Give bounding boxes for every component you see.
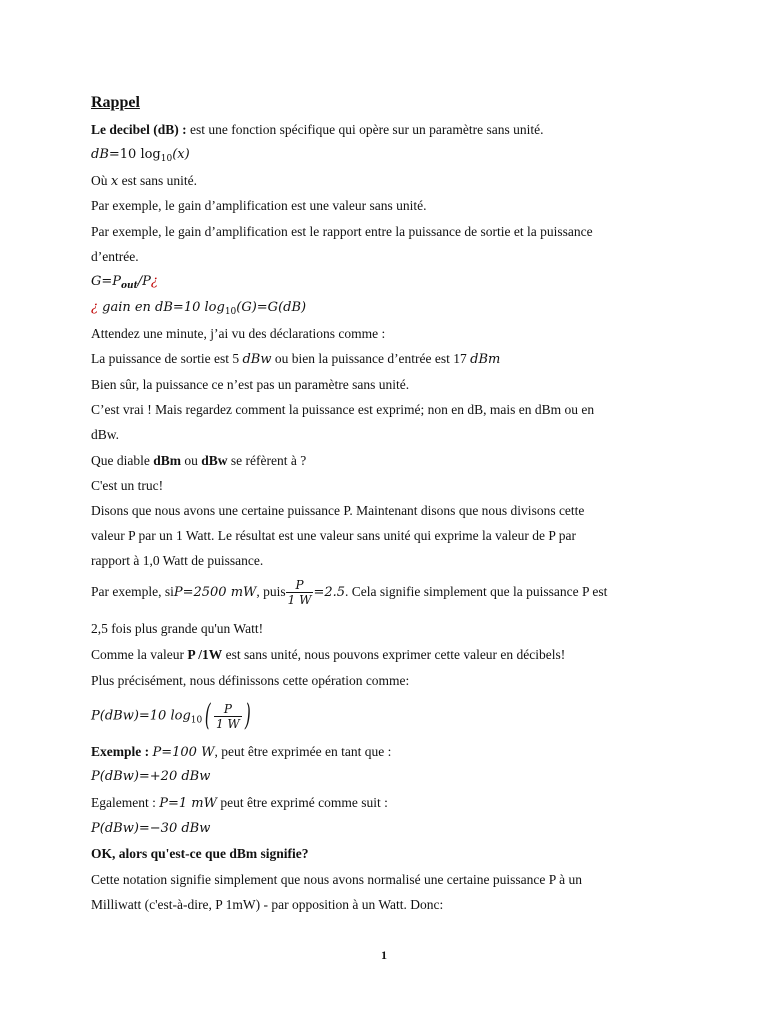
eq1-log: =10 log [108, 147, 161, 162]
paragraph-divide-2: valeur P par un 1 Watt. Le résultat est une valeur sans unité qui exprime la valeur de P par [91, 528, 577, 543]
paragraph-trick: C'est un truc! [91, 478, 164, 493]
heading-dbm: OK, alors qu'est-ce que dBm signifie? [91, 846, 309, 861]
page-number: 1 [381, 948, 387, 962]
eq3-b: (G)=G(dB) [236, 300, 307, 315]
paragraph-gain-unitless: Par exemple, le gain d’amplification est une valeur sans unité. [91, 198, 427, 213]
paragraph-decibel-definition [91, 121, 544, 139]
p15-power: P=100 W [152, 745, 215, 760]
eq2-a: G=P [91, 274, 122, 289]
paragraph-define: Plus précisément, nous définissons cette opération comme: [91, 673, 410, 688]
eq3-broken-char: ¿ [91, 300, 98, 315]
equation-plus-20-dbw: P(dBw)=+20 dBw [91, 769, 211, 784]
unit-dbw: dBw [242, 352, 272, 367]
paragraph-wait: Attendez une minute, j’ai vu des déclarations comme : [91, 326, 386, 341]
paragraph-normalize-1: Cette notation signifie simplement que nous avons normalisé une certaine puissance P à un [91, 872, 583, 887]
term-decibel: Le decibel (dB) : [91, 122, 187, 137]
paragraph-normalize-2: Milliwatt (c'est-à-dire, P 1mW) - par opposition à un Watt. Donc: [91, 897, 444, 912]
paragraph-example-100w [91, 743, 391, 762]
eq2-b: /P [137, 274, 151, 289]
equation-db [91, 146, 190, 168]
eq3-a: gain en dB=10 log [97, 300, 225, 315]
paragraph-gain-ratio-1: Par exemple, le gain d’amplification est le rapport entre la puissance de sortie et la puissance [91, 224, 593, 239]
fraction-p-over-1w [286, 578, 314, 607]
eq1-lhs: dB [91, 147, 109, 162]
p12-power-value: P=2500 mW [173, 585, 257, 600]
equation-gain [91, 273, 158, 295]
p12-c: . Cela signifie simplement que la puissance P est [345, 584, 608, 599]
p15-c: , peut être exprimée en tant que : [214, 744, 392, 759]
label-exemple: Exemple : [91, 744, 150, 759]
eq4-numerator: P [214, 702, 242, 717]
term-dbw: dBw [201, 453, 228, 468]
fraction-denominator: 1 W [287, 593, 312, 608]
paragraph-question [91, 452, 306, 470]
paragraph-gain-ratio-2: d’entrée. [91, 249, 139, 264]
eq3-base: 10 [224, 307, 237, 317]
unit-dbm: dBm [470, 352, 501, 367]
left-paren: ( [205, 698, 212, 733]
equation-minus-30-dbw: P(dBw)=−30 dBw [91, 821, 211, 836]
paragraph-express-db [91, 646, 565, 664]
equation-gain-db [91, 299, 306, 321]
eq4-fraction [214, 702, 242, 731]
p12-b: , puis [256, 584, 286, 599]
p12-a: Par exemple, si [91, 584, 174, 599]
p16-power: P=1 mW [159, 796, 217, 811]
eq1-base: 10 [160, 154, 173, 164]
paragraph-example-1mw [91, 794, 388, 813]
right-paren: ) [244, 698, 251, 733]
fraction-numerator: P [286, 578, 314, 593]
p16-c: peut être exprimé comme suit : [216, 795, 388, 810]
eq4-base: 10 [190, 715, 203, 726]
paragraph-divide-3: rapport à 1,0 Watt de puissance. [91, 553, 264, 568]
p2-a: Où [91, 173, 111, 188]
var-x: x [110, 174, 119, 189]
paragraph-x-unitless [91, 172, 197, 191]
eq2-broken-char: ¿ [150, 274, 158, 289]
paragraph-divide-1: Disons que nous avons une certaine puissance P. Maintenant disons que nous divisons cette [91, 503, 585, 518]
p16-a: Egalement : [91, 795, 160, 810]
p2-b: est sans unité. [118, 173, 197, 188]
equation-dbw [91, 697, 253, 740]
p12-result: =2.5 [313, 585, 346, 600]
eq2-sub-out: out [121, 281, 138, 291]
p13-c: est sans unité, nous pouvons exprimer cette valeur en décibels! [222, 647, 566, 662]
term-dbm: dBm [153, 453, 181, 468]
paragraph-true-1: C’est vrai ! Mais regardez comment la puissance est exprimé; non en dB, mais en dBm ou en [91, 402, 595, 417]
p9-c: ou [181, 453, 202, 468]
p13-a: Comme la valeur [91, 647, 188, 662]
paragraph-times-watt: 2,5 fois plus grande qu'un Watt! [91, 621, 264, 636]
term-p-over-1w: P /1W [187, 647, 223, 662]
section-title: Rappel [91, 94, 140, 111]
eq4-denominator: 1 W [215, 716, 240, 731]
definition-text: est une fonction spécifique qui opère sur un paramètre sans unité. [186, 122, 544, 137]
p6-a: La puissance de sortie est 5 [91, 351, 243, 366]
paragraph-example-ratio [91, 577, 607, 608]
paragraph-power-not-unitless: Bien sûr, la puissance ce n’est pas un paramètre sans unité. [91, 377, 410, 392]
p6-b: ou bien la puissance d’entrée est 17 [271, 351, 471, 366]
paragraph-power-statements [91, 350, 500, 369]
p9-a: Que diable [91, 453, 154, 468]
eq4-a: P(dBw)=10 log [91, 708, 191, 724]
p9-d: se réfèrent à ? [227, 453, 307, 468]
paragraph-true-2: dBw. [91, 427, 120, 442]
eq1-arg: (x) [172, 147, 190, 162]
